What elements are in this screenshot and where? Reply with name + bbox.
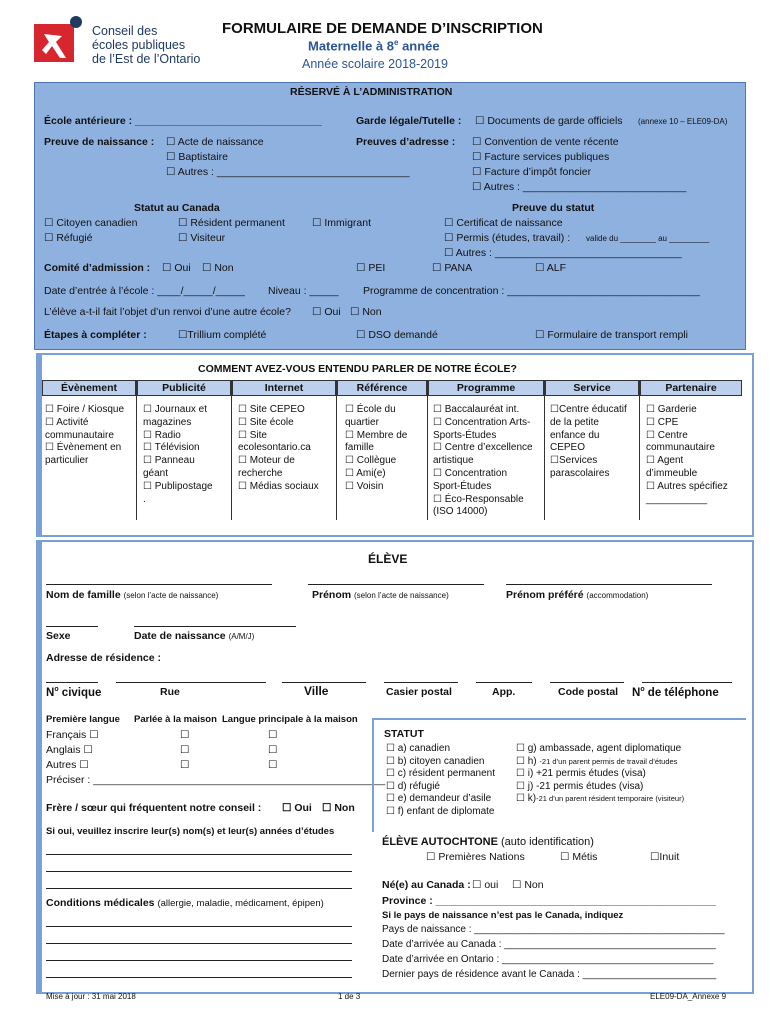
pn-acte-checkbox[interactable]: ☐ Acte de naissance: [166, 136, 264, 148]
frere-non-checkbox[interactable]: ☐ Non: [322, 802, 355, 814]
pa-impot-checkbox[interactable]: ☐ Facture d’impôt foncier: [472, 166, 592, 178]
preuve-naissance-label: Preuve de naissance :: [44, 136, 155, 148]
dernier-pays-field[interactable]: Dernier pays de résidence avant le Canada : ________________________: [382, 969, 717, 980]
logo-icon: [32, 14, 84, 66]
sibling-line[interactable]: [46, 854, 352, 855]
sc-immigrant-checkbox[interactable]: ☐ Immigrant: [312, 217, 372, 229]
statut-right-list[interactable]: ☐ g) ambassade, agent diplomatique ☐ h) -21 d’un parent permis de travail d’études ☐ i) +21 permis études (visa) ☐ j) -21 permis études (visa) ☐ k)-21 d’un parent résident temporaire (visiteur): [516, 743, 685, 805]
cell-reference[interactable]: ☐ École du quartier ☐ Membre de famille ☐ Collègue ☐ Ami(e) ☐ Voisin: [345, 404, 408, 492]
col-publicite: Publicité: [137, 380, 231, 396]
date-entree-field[interactable]: Date d’entrée à l’école : ____/_____/_____: [44, 285, 245, 297]
col-partenaire: Partenaire: [640, 380, 742, 396]
logo-line-2: écoles publiques: [92, 38, 186, 52]
lang-checkbox[interactable]: ☐: [180, 744, 190, 756]
metis-checkbox[interactable]: ☐ Métis: [560, 851, 598, 863]
cell-service[interactable]: ☐Centre éducatif de la petite enfance du CEPEO ☐Services parascolaires: [550, 404, 627, 479]
frere-oui-checkbox[interactable]: ☐ Oui: [282, 802, 312, 814]
lang-checkbox[interactable]: ☐: [268, 759, 278, 771]
si-oui-label: Si oui, veuillez inscrire leur(s) nom(s) et leur(s) années d’études: [46, 826, 335, 837]
pref-label: Prénom préféré (accommodation): [506, 589, 649, 601]
transport-checkbox[interactable]: ☐ Formulaire de transport rempli: [535, 329, 688, 341]
col-programme: Programme: [428, 380, 544, 396]
pa-convention-checkbox[interactable]: ☐ Convention de vente récente: [472, 136, 619, 148]
code-postal-label: Code postal: [558, 686, 619, 698]
lang-anglais: Anglais ☐: [46, 744, 93, 756]
preuve-statut-label: Preuve du statut: [512, 202, 595, 214]
si-pays-label: Si le pays de naissance n’est pas le Canada, indiquez: [382, 910, 624, 921]
alf-checkbox[interactable]: ☐ ALF: [535, 262, 567, 274]
lang-checkbox[interactable]: ☐: [268, 729, 278, 741]
rue-label: Rue: [160, 686, 180, 698]
lang-checkbox[interactable]: ☐: [268, 744, 278, 756]
sexe-label: Sexe: [46, 630, 71, 642]
admin-title: RÉSERVÉ À L’ADMINISTRATION: [290, 86, 453, 98]
frere-label: Frère / sœur qui fréquentent notre conseil :: [46, 802, 262, 814]
adresse-label: Adresse de résidence :: [46, 652, 161, 664]
pa-facture-checkbox[interactable]: ☐ Facture services publiques: [472, 151, 610, 163]
prenom-line[interactable]: [308, 584, 484, 585]
no-civique-label: $N^o$ civique: [46, 686, 102, 699]
col-internet: Internet: [232, 380, 336, 396]
lang-head-3: Langue principale à la maison: [222, 714, 358, 725]
conditions-line[interactable]: [46, 960, 352, 961]
pana-checkbox[interactable]: ☐ PANA: [432, 262, 473, 274]
cell-publicite[interactable]: ☐ Journaux et magazines ☐ Radio ☐ Télévision ☐ Panneau géant ☐ Publipostage .: [143, 404, 213, 505]
addr-line[interactable]: [642, 682, 732, 683]
ville-label: Ville: [304, 684, 329, 698]
comite-label: Comité d’admission :: [44, 262, 151, 274]
ps-permis-checkbox[interactable]: ☐ Permis (études, travail) :: [444, 232, 571, 244]
ps-valide-field[interactable]: valide du ________ au _________: [586, 234, 710, 243]
app-label: App.: [492, 686, 516, 698]
sibling-line[interactable]: [46, 888, 352, 889]
footer-page: 1 de 3: [338, 992, 361, 1001]
dob-label: Date de naissance (A/M/J): [134, 630, 255, 642]
cell-partenaire[interactable]: ☐ Garderie ☐ CPE ☐ Centre communautaire ☐ Agent d’immeuble ☐ Autres spécifiez ___________: [646, 404, 728, 505]
preuves-adresse-label: Preuves d’adresse :: [356, 136, 456, 148]
col-divider: [136, 380, 137, 520]
pei-checkbox[interactable]: ☐ PEI: [356, 262, 386, 274]
renvoi-oui-checkbox[interactable]: ☐ Oui: [312, 306, 341, 318]
telephone-label: $N^o$ de téléphone: [632, 686, 719, 699]
garde-docs-checkbox[interactable]: ☐ Documents de garde officiels: [475, 115, 623, 127]
ne-non-checkbox[interactable]: ☐ Non: [512, 879, 544, 891]
statut-left-list[interactable]: ☐ a) canadien ☐ b) citoyen canadien ☐ c) résident permanent ☐ d) réfugié ☐ e) demandeur d’asile ☐ f) enfant de diplomate: [386, 743, 496, 817]
sc-resident-checkbox[interactable]: ☐ Résident permanent: [178, 217, 285, 229]
footer-code: ELE09-DA_Annexe 9: [650, 992, 727, 1001]
province-field[interactable]: Province : ________________________________________________: [382, 895, 716, 907]
pref-line[interactable]: [506, 584, 712, 585]
form-subtitle: Maternelle à 8e année: [308, 38, 440, 54]
pn-baptistaire-checkbox[interactable]: ☐ Baptistaire: [166, 151, 228, 163]
addr-line[interactable]: [46, 682, 98, 683]
lang-head-1: Première langue: [46, 714, 120, 725]
eleve-title: ÉLÈVE: [368, 552, 408, 566]
col-reference: Référence: [337, 380, 427, 396]
inuit-checkbox[interactable]: ☐Inuit: [650, 851, 680, 863]
lang-head-2: Parlée à la maison: [134, 714, 217, 725]
dso-checkbox[interactable]: ☐ DSO demandé: [356, 329, 438, 341]
statut-title: STATUT: [384, 728, 424, 740]
conditions-line[interactable]: [46, 977, 352, 978]
addr-line[interactable]: [384, 682, 458, 683]
prenom-label: Prénom (selon l’acte de naissance): [312, 589, 449, 601]
dob-line[interactable]: [134, 626, 296, 627]
niveau-field[interactable]: Niveau : _____: [268, 285, 339, 297]
school-year: Année scolaire 2018-2019: [302, 57, 448, 71]
statut-canada-label: Statut au Canada: [134, 202, 220, 214]
logo: [32, 14, 84, 66]
lang-francais: Français ☐: [46, 729, 99, 741]
col-evenement: Évènement: [42, 380, 136, 396]
nom-line[interactable]: [46, 584, 272, 585]
pa-autres-checkbox[interactable]: ☐ Autres : ____________________________: [472, 181, 687, 193]
logo-line-1: Conseil des: [92, 24, 158, 38]
col-service: Service: [545, 380, 639, 396]
col-divider: [427, 380, 428, 520]
addr-line[interactable]: [550, 682, 624, 683]
conditions-line[interactable]: [46, 926, 352, 927]
premieres-nations-checkbox[interactable]: ☐ Premières Nations: [426, 851, 525, 863]
comite-non-checkbox[interactable]: ☐ Non: [202, 262, 234, 274]
sibling-line[interactable]: [46, 871, 352, 872]
addr-line[interactable]: [282, 682, 366, 683]
autochtone-label: ÉLÈVE AUTOCHTONE (auto identification): [382, 836, 594, 848]
sc-citoyen-checkbox[interactable]: ☐ Citoyen canadien: [44, 217, 138, 229]
pn-autres-checkbox[interactable]: ☐ Autres : _________________________________: [166, 166, 410, 178]
renvoi-non-checkbox[interactable]: ☐ Non: [350, 306, 382, 318]
date-arrivee-canada-field[interactable]: Date d’arrivée au Canada : ______________________________________: [382, 939, 716, 950]
programme-concentration-field[interactable]: Programme de concentration : _________________________________: [363, 285, 700, 297]
lang-checkbox[interactable]: ☐: [180, 729, 190, 741]
trillium-checkbox[interactable]: ☐Trillium complété: [178, 329, 267, 341]
comite-oui-checkbox[interactable]: ☐ Oui: [162, 262, 191, 274]
ne-canada-label: Né(e) au Canada :: [382, 879, 471, 891]
addr-line[interactable]: [476, 682, 532, 683]
lang-autres: Autres ☐: [46, 759, 89, 771]
lang-checkbox[interactable]: ☐: [180, 759, 190, 771]
garde-label: Garde légale/Tutelle :: [356, 115, 462, 127]
logo-line-3: de l’Est de l’Ontario: [92, 52, 201, 66]
etapes-label: Étapes à compléter :: [44, 329, 147, 341]
footer-date: Mise à jour : 31 mai 2018: [46, 992, 136, 1001]
addr-line[interactable]: [116, 682, 266, 683]
casier-label: Casier postal: [386, 686, 452, 698]
sc-visiteur-checkbox[interactable]: ☐ Visiteur: [178, 232, 226, 244]
cell-programme[interactable]: ☐ Baccalauréat int. ☐ Concentration Arts- Sports-Études ☐ Centre d’excellence artistique ☐ Concentration Sport-Études ☐ Éco-Responsable (ISO 14000): [433, 404, 533, 518]
conditions-label: Conditions médicales (allergie, maladie, médicament, épipen): [46, 897, 324, 909]
preciser-field[interactable]: Préciser : __________________________________________________: [46, 774, 386, 786]
cell-internet[interactable]: ☐ Site CEPEO ☐ Site école ☐ Site ecolesontario.ca ☐ Moteur de recherche ☐ Médias sociaux: [238, 404, 319, 492]
ps-certificat-checkbox[interactable]: ☐ Certificat de naissance: [444, 217, 563, 229]
form-title: FORMULAIRE DE DEMANDE D’INSCRIPTION: [222, 20, 543, 37]
conditions-line[interactable]: [46, 943, 352, 944]
ne-oui-checkbox[interactable]: ☐ oui: [472, 879, 499, 891]
pays-naissance-field[interactable]: Pays de naissance : _____________________________________________: [382, 924, 725, 935]
renvoi-label: L’élève a-t-il fait l’objet d’un renvoi d’une autre école?: [44, 306, 291, 318]
garde-note: (annexe 10 – ELE09-DA): [638, 117, 728, 126]
col-divider: [336, 380, 337, 520]
sc-refugie-checkbox[interactable]: ☐ Réfugié: [44, 232, 93, 244]
date-arrivee-ontario-field[interactable]: Date d’arrivée en Ontario : ______________________________________: [382, 954, 714, 965]
sexe-line[interactable]: [46, 626, 98, 627]
cell-evenement[interactable]: ☐ Foire / Kiosque ☐ Activité communautaire ☐ Évènement en particulier: [45, 404, 124, 467]
ps-autres-checkbox[interactable]: ☐ Autres : ________________________________: [444, 247, 682, 259]
ecole-anterieure-field[interactable]: École antérieure : ________________________________: [44, 115, 322, 127]
survey-title: COMMENT AVEZ-VOUS ENTENDU PARLER DE NOTRE ÉCOLE?: [198, 363, 517, 375]
nom-label: Nom de famille (selon l’acte de naissance): [46, 589, 219, 601]
